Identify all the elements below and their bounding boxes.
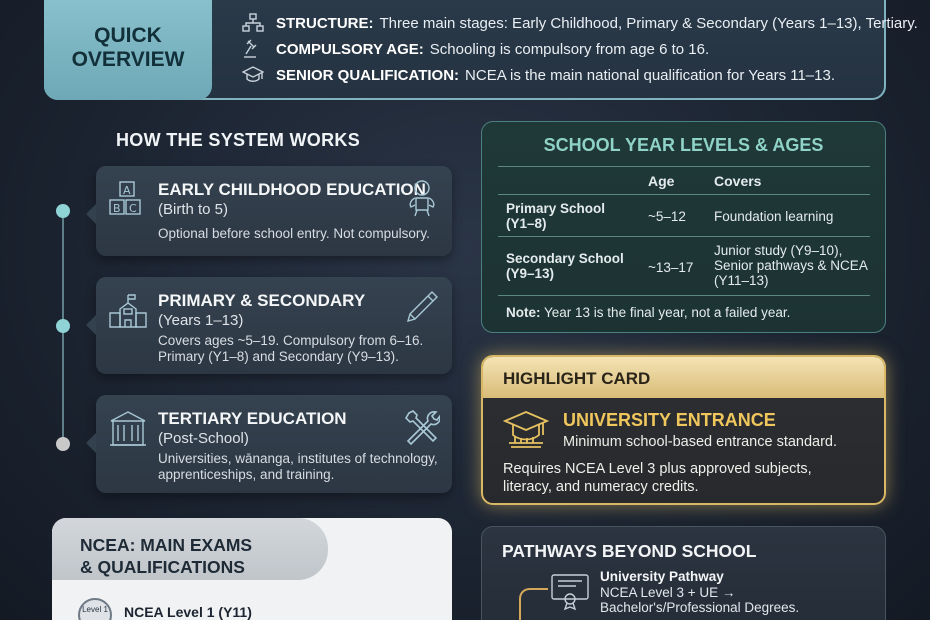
ncea-title-line2: & QUALIFICATIONS [80, 557, 245, 577]
school-building-icon [108, 291, 148, 331]
baby-icon [404, 178, 440, 218]
pathway-item-description: NCEA Level 3 + UE → Bachelor's/Professional Degrees. [600, 585, 800, 615]
years-row-stage: Secondary School (Y9–13) [506, 251, 624, 281]
overview-structure-text: Three main stages: Early Childhood, Primary & Secondary (Years 1–13), Tertiary. [379, 14, 918, 32]
pathway-item-title: University Pathway [600, 569, 724, 584]
stage-card-early-childhood [96, 166, 452, 256]
stage-subtitle: (Years 1–13) [158, 312, 244, 329]
stage-description: Covers ages ~5–19. Compulsory from 6–16. Primary (Y1–8) and Secondary (Y9–13). [158, 333, 424, 364]
years-note [506, 305, 790, 320]
ncea-title [80, 534, 252, 578]
hierarchy-icon [240, 13, 266, 33]
overview-row-qualification [240, 64, 835, 86]
years-row-stage: Primary School (Y1–8) [506, 201, 606, 231]
pathway-connector [510, 575, 550, 620]
overview-compulsory-label: COMPULSORY AGE: [276, 40, 424, 58]
overview-qualification-label: SENIOR QUALIFICATION: [276, 66, 460, 84]
overview-qualification-text: NCEA is the main national qualification for Years 11–13. [465, 66, 836, 84]
stage-title: TERTIARY EDUCATION [158, 409, 347, 428]
years-header-age: Age [648, 173, 675, 189]
school-year-levels-card [481, 121, 886, 333]
years-row-age: ~13–17 [648, 260, 694, 275]
graduation-cap-icon [240, 65, 266, 85]
gavel-icon [240, 39, 266, 59]
ncea-badge-text: Level 1 [82, 605, 108, 614]
ncea-card [52, 518, 452, 620]
stage-subtitle: (Post-School) [158, 430, 249, 447]
svg-text:C: C [129, 202, 137, 215]
years-title: SCHOOL YEAR LEVELS & AGES [543, 135, 824, 155]
pathways-title: PATHWAYS BEYOND SCHOOL [502, 541, 757, 561]
stage-card-primary-secondary [96, 277, 452, 374]
abc-blocks-icon [108, 180, 148, 220]
overview-row-structure [240, 12, 918, 34]
stage-card-tertiary [96, 395, 452, 493]
mortarboard-icon [503, 409, 549, 454]
overview-structure-label: STRUCTURE: [276, 14, 374, 32]
pencil-icon [404, 289, 440, 329]
university-building-icon [108, 409, 148, 449]
years-row-covers: Foundation learning [714, 209, 834, 224]
stage-title: PRIMARY & SECONDARY [158, 291, 366, 310]
highlight-title: UNIVERSITY ENTRANCE [563, 410, 776, 430]
quick-overview-label: QUICK OVERVIEW [71, 24, 185, 71]
overview-row-compulsory [240, 38, 709, 60]
stage-description: Universities, wānanga, institutes of technology, apprenticeships, and training. [158, 451, 438, 482]
ncea-title-line1: NCEA: MAIN EXAMS [80, 535, 253, 555]
quick-overview-tab [44, 0, 212, 100]
ncea-level1-item: NCEA Level 1 (Y11) [124, 604, 252, 620]
timeline-dot [56, 437, 70, 451]
stage-title: EARLY CHILDHOOD EDUCATION [158, 180, 426, 199]
highlight-card-header: HIGHLIGHT CARD [483, 357, 884, 398]
years-row-covers: Junior study (Y9–10), Senior pathways & NCEA (Y11–13) [714, 243, 868, 288]
years-header-covers: Covers [714, 173, 762, 189]
timeline-dot [56, 204, 70, 218]
highlight-card [481, 355, 886, 505]
stage-description: Optional before school entry. Not compulsory. [158, 226, 430, 241]
highlight-subtitle: Minimum school-based entrance standard. [563, 434, 838, 450]
overview-compulsory-text: Schooling is compulsory from age 6 to 16. [429, 40, 710, 58]
years-note-text: Year 13 is the final year, not a failed year. [544, 305, 791, 320]
highlight-description: Requires NCEA Level 3 plus approved subjects, literacy, and numeracy credits. [503, 461, 812, 495]
svg-text:A: A [123, 184, 131, 197]
timeline-dot [56, 319, 70, 333]
years-row-age: ~5–12 [648, 209, 686, 224]
tools-icon [404, 407, 440, 447]
stage-subtitle: (Birth to 5) [158, 201, 229, 218]
certificate-icon [550, 571, 590, 616]
ncea-level-badge-icon [78, 598, 112, 620]
pathways-card [481, 526, 886, 620]
system-section-title: HOW THE SYSTEM WORKS [116, 130, 360, 150]
years-note-label: Note: [506, 305, 541, 320]
svg-text:B: B [113, 202, 121, 215]
